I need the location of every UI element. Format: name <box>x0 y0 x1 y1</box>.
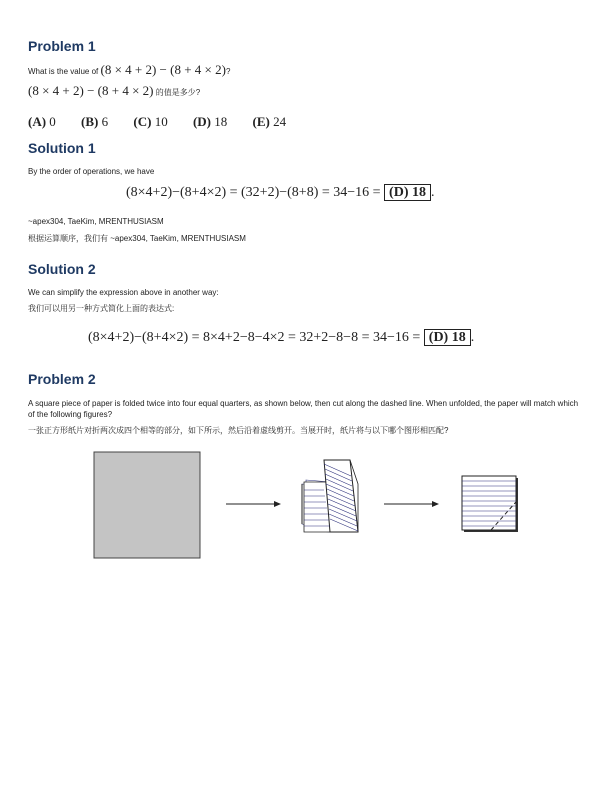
answer-box: (D) 18 <box>424 329 471 346</box>
answer-choices <box>28 114 308 130</box>
solution-1-intro: By the order of operations, we have <box>28 167 155 176</box>
problem-2-title: Problem 2 <box>28 371 96 387</box>
choice-c: (C) 10 <box>133 114 168 129</box>
answer-box: (D) 18 <box>384 184 431 201</box>
choice-e: (E) 24 <box>252 114 287 129</box>
choice-b: (B) 6 <box>81 114 109 129</box>
folded-quarter-figure <box>462 476 518 532</box>
question-expression: (8 × 4 + 2) − (8 + 4 × 2) <box>100 62 226 77</box>
problem-1-question-zh <box>28 85 584 98</box>
problem-2-zh: 一张正方形纸片对折两次成四个相等的部分，如下所示，然后沿着虚线剪开。当展开时，纸片将与以下哪个图形相匹配? <box>28 426 449 435</box>
solution-1-zh: 根据运算顺序，我们有 ~apex304, TaeKim, MRENTHUSIASM <box>28 234 246 243</box>
paper-square <box>94 452 200 558</box>
solution-2-zh: 我们可以用另一种方式简化上面的表达式: <box>28 304 175 313</box>
problem-2-text: A square piece of paper is folded twice into four equal quarters, as shown below, then cut along the dashed line. When unfolded, the paper will match which of the following figures? <box>28 399 579 419</box>
solution-1-credit: ~apex304, TaeKim, MRENTHUSIASM <box>28 217 164 226</box>
problem-1-question <box>28 64 584 77</box>
question-suffix-zh: 的值是多少? <box>153 88 201 97</box>
problem-1-title: Problem 1 <box>28 38 96 54</box>
solution-2-intro: We can simplify the expression above in another way: <box>28 288 219 297</box>
equation-text: (8×4+2)−(8+4×2) = 8×4+2−8−4×2 = 32+2−8−8 = 34−16 = <box>88 330 421 345</box>
folding-diagram <box>0 440 612 570</box>
question-expression-zh: (8 × 4 + 2) − (8 + 4 × 2) <box>28 83 154 98</box>
arrow-right-icon <box>226 501 281 507</box>
equation-text: (8×4+2)−(8+4×2) = (32+2)−(8+8) = 34−16 = <box>126 185 381 200</box>
solution-2-title: Solution 2 <box>28 261 96 277</box>
choice-d: (D) 18 <box>192 114 228 129</box>
solution-1-title: Solution 1 <box>28 140 96 156</box>
choice-a: (A) 0 <box>28 114 56 129</box>
folded-paper-figure <box>302 460 358 532</box>
question-suffix: ? <box>225 67 231 76</box>
question-prefix: What is the value of <box>28 67 101 76</box>
solution-2-equation: (8×4+2)−(8+4×2) = 8×4+2−8−4×2 = 32+2−8−8 = 34−16 = (D) 18 . <box>88 330 475 345</box>
solution-1-equation: (8×4+2)−(8+4×2) = (32+2)−(8+8) = 34−16 = (D) 18 . <box>126 185 435 200</box>
arrow-right-icon <box>384 501 439 507</box>
